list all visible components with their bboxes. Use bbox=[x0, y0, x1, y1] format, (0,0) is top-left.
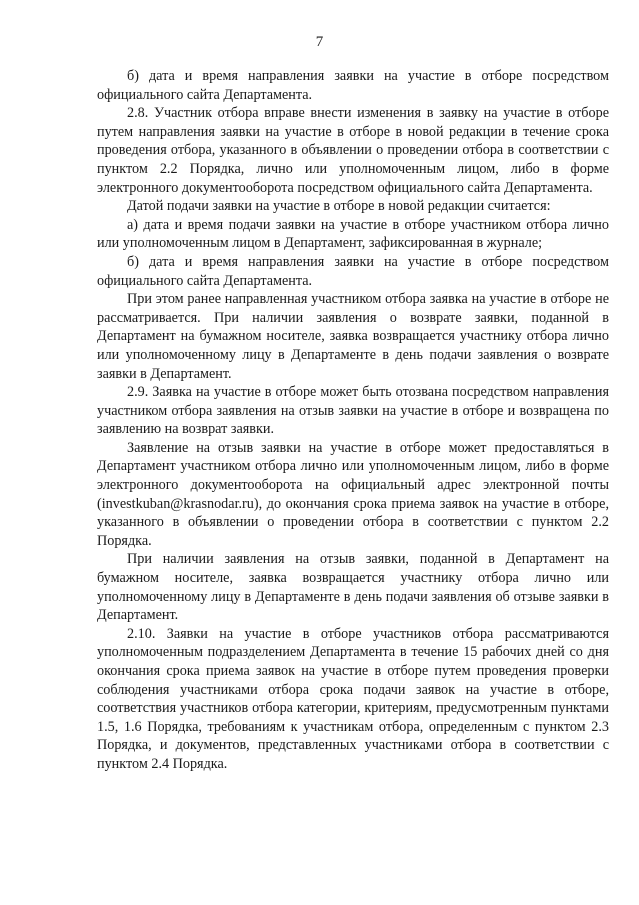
document-body bbox=[97, 67, 609, 774]
paragraph-withdrawal-statement: Заявление на отзыв заявки на участие в отборе может предоставляться в Департамент участником отбора лично или уполномоченным лицом, либо в форме электронного документооборота на официальный адрес электронной почты (investkuban@krasnodar.ru), до окончания срока приема заявок на участие в отборе, указанного в объявлении о проведении отбора в соответствии с пунктом 2.2 Порядка. bbox=[97, 439, 609, 549]
paragraph-submission-date-a: а) дата и время подачи заявки на участие в отборе участником отбора лично или уполномоченным лицом в Департамент, зафиксированная в журнале; bbox=[97, 216, 609, 252]
paragraph-2-8: 2.8. Участник отбора вправе внести изменения в заявку на участие в отборе путем направления заявки на участие в отборе в новой редакции в течение срока проведения отбора, указанного в объявлении о проведении отбора в соответствии с пунктом 2.2 Порядка, лично или уполномоченным лицом, либо в форме электронного документооборота посредством официального сайта Департамента. bbox=[97, 105, 609, 196]
paragraph-2-10: 2.10. Заявки на участие в отборе участников отбора рассматриваются уполномоченным подразделением Департамента в течение 15 рабочих дней со дня окончания срока приема заявок на участие в отборе путем проведения проверки соблюдения участниками отбора срока подачи заявок на участие в отборе, соответствия участников отбора категории, критериям, предусмотренным пунктами 1.5, 1.6 Порядка, требованиям к участникам отбора, определенным с пунктом 2.3 Порядка, и документов, представленных участниками отбора в соответствии с пунктом 2.4 Порядка. bbox=[97, 625, 609, 772]
page-number: 7 bbox=[315, 34, 324, 50]
paragraph-2-7-b: б) дата и время направления заявки на участие в отборе посредством официального сайта Департамента. bbox=[97, 68, 609, 103]
paragraph-submission-date-b: б) дата и время направления заявки на участие в отборе посредством официального сайта Департамента. bbox=[97, 253, 609, 289]
paragraph-submission-date-intro: Датой подачи заявки на участие в отборе в новой редакции считается: bbox=[127, 198, 551, 215]
paragraph-previous-application: При этом ранее направленная участником отбора заявка на участие в отборе не рассматривается. При наличии заявления о возврате заявки, поданной в Департамент на бумажном носителе, заявка возвращается участнику отбора лично или уполномоченному лицу в Департаменте в день подачи заявления о возврате заявки в Департамент. bbox=[97, 291, 609, 382]
paragraph-2-9: 2.9. Заявка на участие в отборе может быть отозвана посредством направления участником отбора заявления на отзыв заявки на участие в отборе и возвращена по заявлению на возврат заявки. bbox=[97, 384, 609, 438]
paragraph-withdrawal-return: При наличии заявления на отзыв заявки, поданной в Департамент на бумажном носителе, заявка возвращается участнику отбора лично или уполномоченному лицу в Департаменте в день подачи заявления об отзыве заявки в Департамент. bbox=[97, 551, 609, 624]
